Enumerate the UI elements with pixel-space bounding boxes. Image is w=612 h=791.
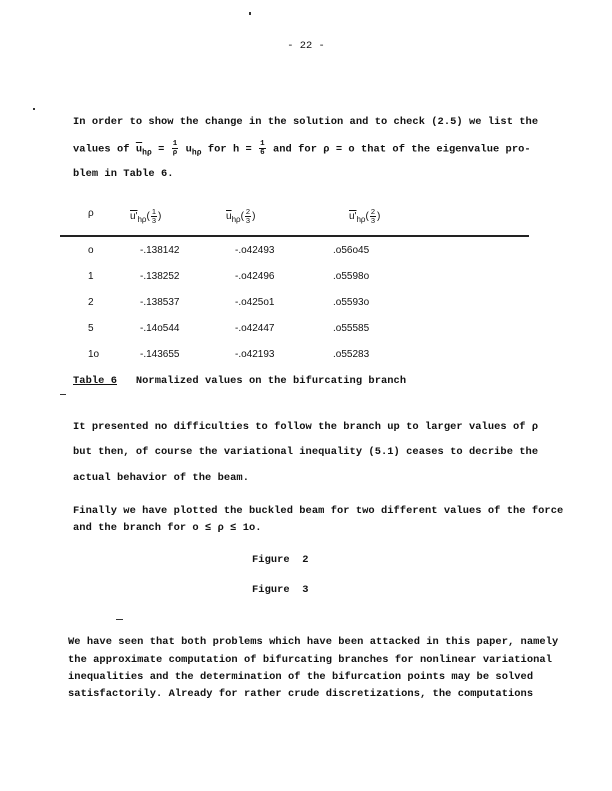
subscript: hρ [231, 215, 241, 225]
denominator: 3 [245, 216, 251, 225]
numerator: 1 [172, 140, 178, 148]
text: = [151, 143, 171, 156]
para2-line-2: but then, of course the variational inequality (5.1) ceases to decribe the [73, 446, 539, 458]
table-cell: -.138142 [140, 245, 180, 256]
cell-rho: 5 [88, 323, 94, 334]
table-cell: -.o425o1 [235, 297, 275, 308]
table-cell: -.o42493 [235, 245, 275, 256]
para2-line-1: It presented no difficulties to follow the branch up to larger values of ρ [73, 421, 539, 433]
denominator: 6 [260, 149, 265, 157]
numerator: 1 [260, 140, 265, 148]
para4-line-4: satisfactorily. Already for rather crude discretizations, the computations [68, 688, 534, 700]
header-col2: $\overline{u}_{h\rho}$( $\frac{2}{3}$ ) [226, 207, 256, 225]
table-cell: -.14o544 [140, 323, 180, 334]
u-bar: $\overline{u}$ [135, 143, 143, 156]
text: and for ρ = o that of the eigenvalue pro- [266, 143, 531, 156]
subscript: hρ [142, 148, 152, 158]
table-cell: .o5598o [333, 271, 370, 282]
scan-speck [249, 12, 251, 15]
table-cell: -.o42447 [235, 323, 275, 334]
para4-line-1: We have seen that both problems which have been attacked in this paper, namely [68, 636, 559, 648]
header-col3: $u'_{h\rho}$( $\frac{2}{3}$ ) [349, 207, 381, 225]
base: u' [349, 211, 357, 223]
fraction [370, 208, 376, 225]
cell-rho: 1 [88, 271, 94, 282]
caption-text: Normalized values on the bifurcating branch [135, 375, 407, 387]
table-cell: -.o42193 [235, 349, 275, 360]
scan-mark [60, 394, 66, 395]
para3-line-2: and the branch for o ≤ ρ ≤ 1o. [73, 522, 262, 534]
table-cell: .o5593o [333, 297, 370, 308]
header-col1: $u'_{h\rho}$( $\frac{1}{3}$ ) [130, 207, 162, 225]
scan-speck [33, 108, 35, 110]
base: $\overline{u}$ [226, 211, 232, 223]
figure-3-ref: Figure 3 [252, 584, 309, 596]
base: u' [130, 211, 138, 223]
fraction [245, 208, 251, 225]
denominator: ρ [172, 149, 178, 157]
table-cell: .o55585 [333, 323, 370, 334]
numerator: 2 [370, 207, 375, 216]
fraction [172, 140, 179, 157]
header-rho: ρ [88, 208, 94, 219]
para4-line-3: inequalities and the determination of the bifurcation points may be solved [68, 671, 534, 683]
denominator: 3 [151, 216, 156, 225]
para2-line-3: actual behavior of the beam. [73, 472, 249, 484]
fraction [151, 208, 157, 225]
para4-line-2: the approximate computation of bifurcating branches for nonlinear variational [68, 654, 552, 666]
page-number: - 22 - [287, 40, 325, 52]
text: values of [73, 143, 136, 156]
subscript: hρ [191, 148, 202, 158]
table-cell: -.138537 [140, 297, 180, 308]
table-cell: .o55283 [333, 349, 370, 360]
table-caption [73, 375, 406, 387]
figure-2-ref: Figure 2 [252, 554, 309, 566]
text: for h = [201, 143, 259, 156]
scan-mark [116, 619, 123, 620]
cell-rho: o [88, 245, 94, 256]
table-cell: -.o42496 [235, 271, 275, 282]
fraction [259, 140, 266, 157]
intro-line-2: values of $\overline{u}_{h\rho}$ = $\frac{1}{\rho}$ $u_{h\rho}$ for h = $\frac{1}{6}$ and for ρ = o that of the eigenvalue pro- [73, 140, 531, 158]
subscript: hρ [137, 215, 147, 225]
subscript: hρ [356, 215, 366, 225]
numerator: 2 [245, 207, 251, 216]
para3-line-1: Finally we have plotted the buckled beam for two different values of the force [73, 505, 564, 517]
table-cell: .o56o45 [333, 245, 370, 256]
cell-rho: 1o [88, 349, 100, 360]
numerator: 1 [151, 207, 156, 216]
intro-line-1: In order to show the change in the solution and to check (2.5) we list the [73, 116, 539, 128]
table-cell: -.143655 [140, 349, 180, 360]
denominator: 3 [370, 216, 375, 225]
table-rule [60, 235, 529, 237]
cell-rho: 2 [88, 297, 94, 308]
caption-label: Table 6 [73, 375, 117, 387]
intro-line-3: blem in Table 6. [73, 168, 174, 180]
table-cell: -.138252 [140, 271, 180, 282]
